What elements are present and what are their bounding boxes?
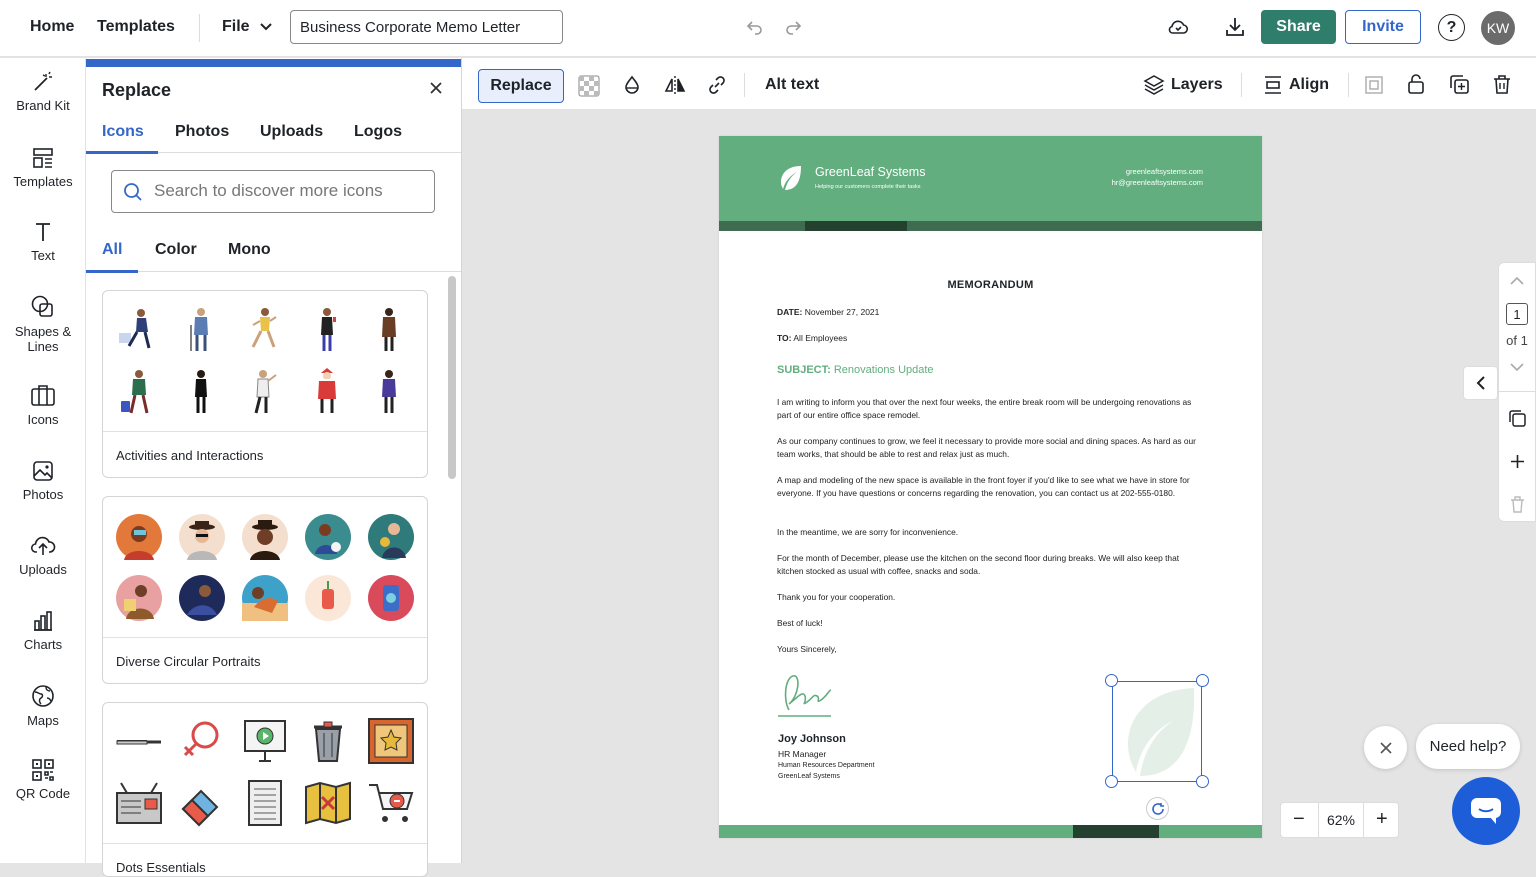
share-button[interactable]: Share [1261, 10, 1336, 44]
person-standing-phone-icon [307, 305, 347, 355]
zoom-control [1280, 802, 1399, 838]
rotate-handle[interactable] [1146, 797, 1169, 820]
delete-page-icon[interactable] [1510, 496, 1525, 513]
asset-tabs [86, 114, 461, 153]
search-icon [123, 182, 143, 202]
rail-item-uploads[interactable] [0, 534, 86, 577]
body-paragraph: Best of luck! [777, 618, 823, 628]
icon-pack-card[interactable] [102, 290, 428, 478]
file-menu-label: File [222, 18, 250, 35]
chevron-down-icon [260, 23, 272, 31]
rail-item-text[interactable] [0, 220, 86, 263]
chart-icon [31, 609, 55, 633]
redo-icon[interactable] [781, 15, 805, 39]
tab-uploads[interactable]: Uploads [260, 123, 324, 140]
portrait-dreamer-icon [179, 575, 225, 621]
panel-title: Replace [102, 80, 172, 100]
qr-code-icon [31, 758, 55, 782]
panel-accent-bar [86, 59, 461, 67]
tab-logos[interactable]: Logos [354, 123, 402, 140]
rail-item-qr-code[interactable] [0, 758, 86, 801]
letterhead-accent [805, 221, 907, 231]
collapse-panel-button[interactable] [1463, 366, 1498, 400]
santa-claus-icon [307, 367, 347, 417]
subject-label: SUBJECT: [777, 364, 831, 376]
rail-item-label: Icons [27, 412, 59, 427]
rail-item-label: Uploads [19, 562, 67, 577]
elderly-man-cane-icon [181, 305, 221, 355]
chat-launcher-button[interactable] [1452, 777, 1520, 845]
layers-button[interactable]: Layers [1171, 76, 1223, 93]
upload-icon [30, 534, 56, 558]
to-value: All Employees [793, 333, 848, 343]
page-navigator [1498, 262, 1536, 522]
dismiss-help-button[interactable] [1364, 726, 1407, 769]
folded-map-icon [304, 779, 352, 827]
current-page[interactable]: 1 [1506, 303, 1528, 325]
undo-icon[interactable] [743, 15, 767, 39]
file-menu[interactable] [222, 18, 272, 36]
body-paragraph: A map and modeling of the new space is available in the front foyer if you'd like to see what we have in store for everyone. If you have questions or concerns regarding the renovation, you can contact us at 202-555-0180. [777, 475, 1190, 498]
icons-icon [30, 384, 56, 408]
invite-button[interactable]: Invite [1345, 10, 1421, 44]
left-rail [0, 58, 86, 863]
date-value: November 27, 2021 [804, 307, 880, 317]
templates-link[interactable]: Templates [97, 18, 175, 35]
leaf-logo-icon [777, 164, 803, 192]
rail-item-label: Brand Kit [16, 98, 70, 113]
map-icon [30, 683, 56, 709]
portrait-woman-hat-icon [179, 514, 225, 560]
divider [199, 14, 200, 42]
rail-item-photos[interactable] [0, 459, 86, 502]
close-icon[interactable] [429, 81, 443, 95]
letterhead-bar [719, 221, 1262, 231]
rail-item-label: QR Code [15, 786, 71, 801]
zoom-level[interactable]: 62% [1318, 803, 1364, 837]
tab-photos[interactable]: Photos [175, 123, 230, 140]
tab-icons[interactable]: Icons [102, 123, 144, 140]
add-page-icon[interactable] [1510, 454, 1525, 469]
signer-department: Human Resources Department [778, 762, 875, 769]
image-toolbar [462, 58, 1536, 110]
resize-handle-top-right[interactable] [1196, 674, 1209, 687]
portrait-phone-icon [368, 575, 414, 621]
link-icon[interactable] [707, 75, 727, 95]
cloud-sync-icon[interactable] [1166, 15, 1190, 39]
subject-value: Renovations Update [833, 364, 934, 376]
document-title-input[interactable] [290, 10, 563, 44]
presentation-board-icon [241, 717, 289, 765]
signer-name: Joy Johnson [778, 733, 846, 745]
company-tagline: Helping our customers complete their tasks [815, 184, 921, 190]
portrait-vr-headset-icon [116, 514, 162, 560]
person-suit-icon [181, 367, 221, 417]
to-label: TO: [777, 333, 792, 343]
rail-item-label-line2: Lines [27, 339, 59, 354]
document-page-icon [241, 779, 289, 827]
memo-heading: MEMORANDUM [947, 279, 1034, 291]
icon-pack-preview [103, 291, 427, 432]
company-email: hr@greenleaftsystems.com [1111, 178, 1203, 187]
rail-item-maps[interactable] [0, 683, 86, 728]
photos-icon [31, 459, 55, 483]
top-bar [0, 0, 1536, 57]
frying-pan-icon [115, 717, 163, 765]
replace-button[interactable]: Replace [478, 69, 564, 103]
alt-text-button[interactable]: Alt text [765, 76, 820, 93]
framed-star-icon [367, 717, 415, 765]
shapes-icon [30, 294, 56, 320]
duplicate-icon[interactable] [1450, 75, 1469, 94]
person-backpack-icon [369, 367, 409, 417]
card-caption: Activities and Interactions [116, 448, 264, 463]
divider [1241, 73, 1242, 97]
card-caption: Dots Essentials [116, 860, 206, 875]
company-name: GreenLeaf Systems [815, 165, 926, 179]
portrait-reader-icon [116, 575, 162, 621]
memo-date [777, 307, 879, 317]
chat-bubble-icon [1470, 797, 1502, 825]
filter-tabs [86, 233, 461, 272]
person-pointing-icon [243, 367, 283, 417]
divider [744, 73, 745, 97]
body-paragraph: In the meantime, we are sorry for inconvenience. [777, 527, 959, 537]
letterhead [719, 136, 1262, 221]
shopping-cart-icon [367, 779, 415, 827]
icon-pack-preview [103, 497, 427, 638]
icon-pack-preview [103, 703, 427, 844]
panel-scrollbar[interactable] [448, 276, 456, 479]
templates-icon [31, 146, 55, 170]
letter-footer-bar [719, 825, 1262, 838]
divider [1348, 73, 1349, 97]
rail-item-label: Photos [22, 487, 64, 502]
lock-icon[interactable] [1408, 74, 1424, 94]
help-button[interactable]: ? [1438, 14, 1465, 41]
color-drop-icon[interactable] [622, 75, 642, 95]
active-filter-indicator [86, 270, 138, 273]
divider [1499, 391, 1535, 392]
flip-icon[interactable] [664, 75, 686, 95]
body-paragraph: As our company continues to grow, we feel it necessary to provide more social and dining spaces. As hard as our team works, that should be able to rest and relax just as much. [777, 436, 1196, 459]
portrait-scientist-icon [368, 514, 414, 560]
card-caption: Diverse Circular Portraits [116, 654, 261, 669]
eraser-icon [177, 779, 225, 827]
text-icon [31, 220, 55, 244]
layers-icon[interactable] [1143, 74, 1165, 96]
delete-icon[interactable] [1493, 75, 1511, 94]
close-icon [1380, 742, 1392, 754]
rail-item-label: Text [31, 248, 55, 263]
rail-item-brand-kit[interactable] [0, 70, 86, 113]
radio-icon [115, 779, 163, 827]
memo-to [777, 333, 847, 343]
home-link[interactable]: Home [30, 18, 75, 35]
rail-item-label: Charts [23, 637, 63, 652]
resize-handle-bottom-left[interactable] [1105, 775, 1118, 788]
filter-color[interactable]: Color [155, 241, 197, 258]
align-button[interactable]: Align [1289, 76, 1329, 93]
chevron-left-icon [1476, 376, 1486, 390]
signer-company: GreenLeaf Systems [778, 773, 840, 780]
footer-accent [1073, 825, 1159, 838]
align-icon[interactable] [1264, 76, 1282, 94]
person-standing-coat-icon [369, 305, 409, 355]
search-input[interactable] [154, 181, 424, 201]
rail-item-icons[interactable] [0, 384, 86, 427]
need-help-bubble[interactable]: Need help? [1416, 724, 1520, 769]
replace-panel [86, 58, 462, 875]
icon-pack-card[interactable] [102, 496, 428, 684]
filter-mono[interactable]: Mono [228, 241, 271, 258]
active-tab-indicator [86, 151, 158, 154]
zoom-out-button[interactable]: − [1293, 808, 1305, 830]
rail-item-charts[interactable] [0, 609, 86, 652]
icon-pack-card[interactable] [102, 702, 428, 877]
memo-subject [777, 364, 934, 376]
rail-item-label: Shapes & [14, 324, 72, 339]
person-running-icon [243, 305, 283, 355]
rail-item-label: Maps [27, 713, 59, 728]
transparency-icon[interactable] [578, 75, 600, 97]
portrait-drink-icon [305, 575, 351, 621]
signature-image [777, 670, 833, 718]
company-website: greenleaftsystems.com [1125, 167, 1203, 176]
icon-search [111, 170, 435, 213]
zoom-in-button[interactable]: + [1376, 808, 1388, 830]
download-icon[interactable] [1223, 15, 1247, 39]
person-sitting-laptop-icon [117, 305, 157, 355]
rail-item-label: Templates [13, 174, 73, 189]
portrait-gamer-icon [305, 514, 351, 560]
portrait-man-hat-icon [242, 514, 288, 560]
female-symbol-icon [177, 717, 225, 765]
magic-wand-icon [31, 70, 55, 94]
trash-can-icon [304, 717, 352, 765]
rotate-icon [1151, 802, 1165, 816]
duplicate-page-icon[interactable] [1509, 410, 1526, 427]
portrait-beach-icon [242, 575, 288, 621]
body-paragraph: Yours Sincerely, [777, 644, 837, 654]
chevron-down-icon[interactable] [1510, 363, 1524, 372]
page-count: of 1 [1506, 333, 1528, 348]
resize-handle-bottom-right[interactable] [1196, 775, 1209, 788]
body-paragraph: I am writing to inform you that over the next four weeks, the entire break room will be undergoing renovations as part of our entire office space remodel. [777, 397, 1192, 420]
traveler-suitcase-icon [117, 367, 157, 417]
avatar[interactable]: KW [1481, 11, 1515, 45]
rail-item-shapes[interactable] [0, 294, 86, 354]
crop-frame-icon[interactable] [1365, 76, 1383, 94]
body-paragraph: Thank you for your cooperation. [777, 592, 896, 602]
filter-all[interactable]: All [102, 241, 123, 258]
rail-item-templates[interactable] [0, 146, 86, 189]
body-paragraph: For the month of December, please use the kitchen on the second floor during breaks. We will also keep that kitchen stocked as usual with coffee, snacks and soda. [777, 553, 1180, 576]
resize-handle-top-left[interactable] [1105, 674, 1118, 687]
selection-box[interactable] [1112, 681, 1202, 782]
chevron-up-icon[interactable] [1510, 276, 1524, 285]
signer-title: HR Manager [778, 749, 827, 759]
date-label: DATE: [777, 307, 803, 317]
